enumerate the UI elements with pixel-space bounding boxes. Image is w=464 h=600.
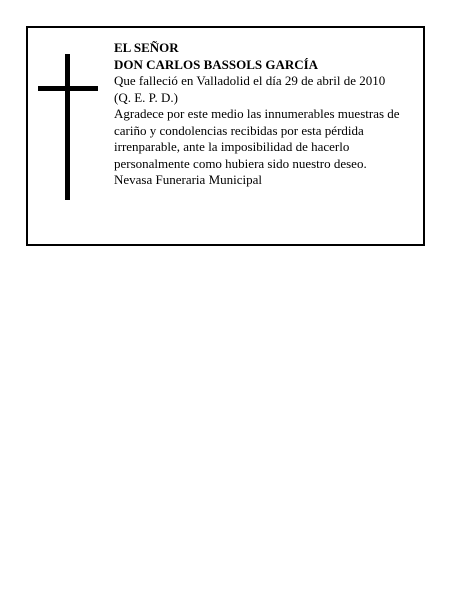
obituary-notice [26,26,425,246]
qepd-text: (Q. E. P. D.) [114,89,178,105]
notice-title: EL SEÑOR [114,40,179,55]
death-statement: Que falleció en Valladolid el día 29 de abril de 2010 [114,73,386,88]
thanks-paragraph: Agradece por este medio las innumerables muestras de cariño y condolencias recibidas por esta pérdida irrenparable, ante la imposibilidad de hacerlo personalmente como hubiera sido nuestro deseo. [114,106,400,171]
signature: Nevasa Funeraria Municipal [114,172,263,187]
deceased-name: DON CARLOS BASSOLS GARCÍA [114,56,319,72]
cross-icon [38,54,98,200]
cross-horizontal-bar [38,86,98,91]
cross-vertical-bar [65,54,70,200]
notice-text [114,40,420,189]
